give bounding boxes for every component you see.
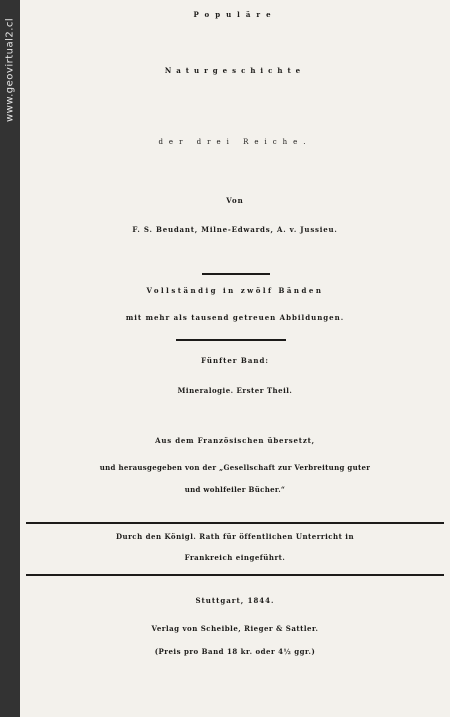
divider-rule bbox=[202, 273, 270, 275]
divider-rule bbox=[176, 339, 286, 341]
title-page bbox=[20, 0, 450, 717]
divider-rule bbox=[26, 522, 444, 524]
translation-line-1: Aus dem Französischen übersetzt, bbox=[155, 436, 315, 445]
imprint-price: (Preis pro Band 18 kr. oder 4½ ggr.) bbox=[154, 647, 316, 656]
decree-line-1: Durch den Königl. Rath für öffentlichen Unterricht in bbox=[115, 532, 355, 541]
edition-line-2: mit mehr als tausend getreuen Abbildungen. bbox=[125, 313, 345, 322]
volume-subject: Mineralogie. Erster Theil. bbox=[177, 386, 293, 395]
translation-line-3: und wohlfeiler Bücher.“ bbox=[184, 485, 286, 494]
imprint-city-year: Stuttgart, 1844. bbox=[195, 596, 275, 605]
imprint-publisher: Verlag von Scheible, Rieger & Sattler. bbox=[151, 624, 319, 633]
title-subtitle: der drei Reiche. bbox=[158, 138, 312, 146]
translation-line-2: und herausgegeben von der „Gesellschaft zur Verbreitung guter bbox=[99, 463, 371, 472]
authors: F. S. Beudant, Milne-Edwards, A. v. Jussieu. bbox=[132, 225, 338, 234]
watermark-sidebar bbox=[0, 0, 20, 717]
byline-von: Von bbox=[226, 196, 244, 205]
edition-line-1: Vollständig in zwölf Bänden bbox=[146, 286, 324, 295]
watermark-text: www.geovirtual2.cl bbox=[4, 17, 16, 123]
title-line-1: Populäre bbox=[193, 10, 277, 19]
title-main: Naturgeschichte bbox=[164, 66, 306, 75]
volume-label: Fünfter Band: bbox=[201, 356, 269, 365]
divider-rule bbox=[26, 574, 444, 576]
decree-line-2: Frankreich eingeführt. bbox=[184, 553, 286, 562]
